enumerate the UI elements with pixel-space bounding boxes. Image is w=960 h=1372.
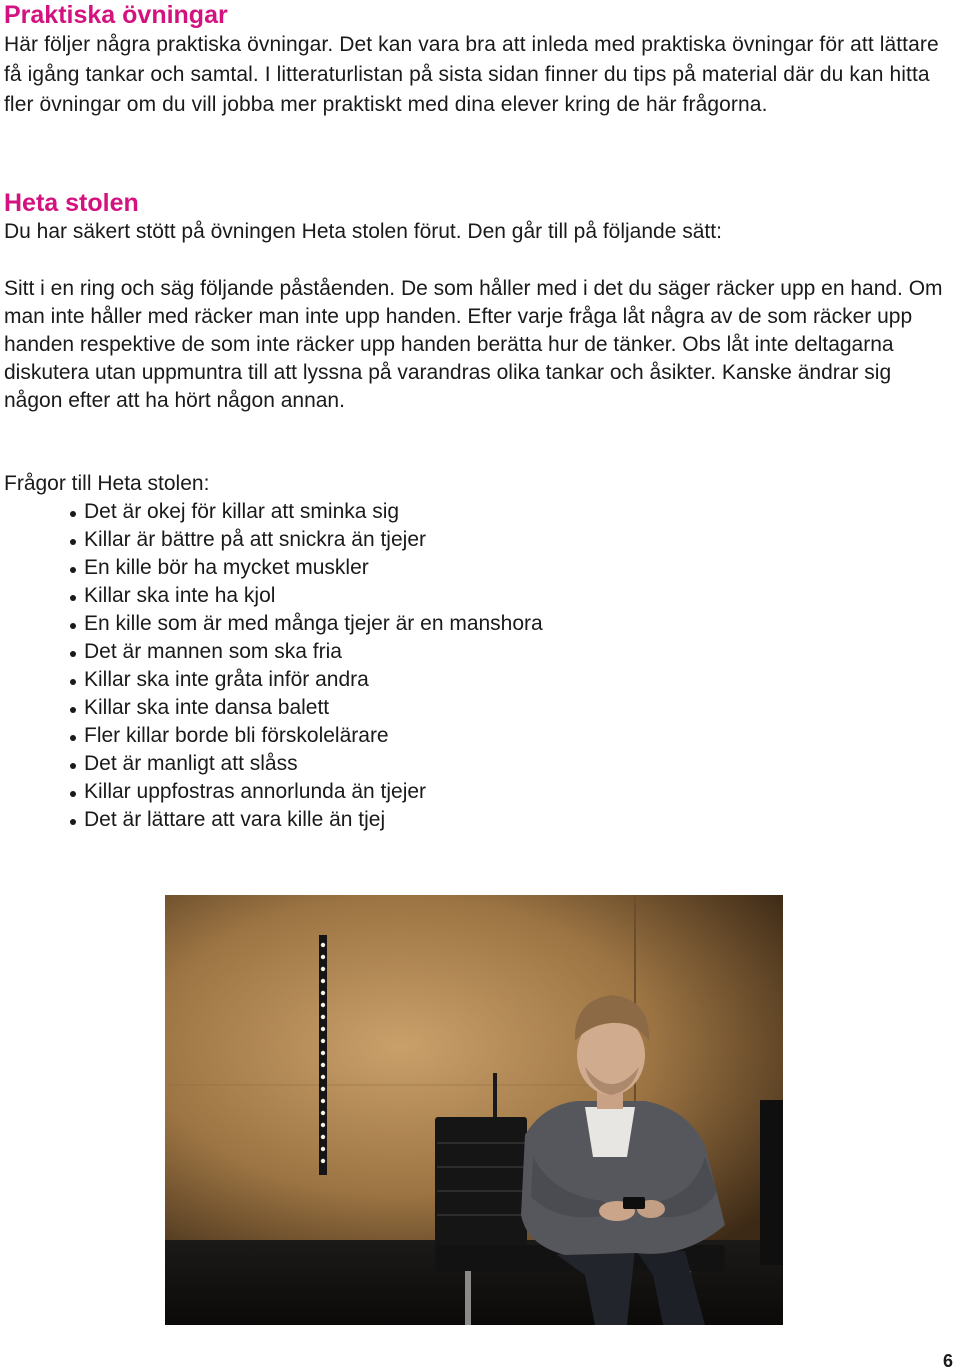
list-item: Killar ska inte gråta inför andra bbox=[68, 666, 543, 694]
list-item: Killar ska inte dansa balett bbox=[68, 694, 543, 722]
list-item: Killar ska inte ha kjol bbox=[68, 582, 543, 610]
questions-list bbox=[68, 498, 543, 834]
list-item: En kille som är med många tjejer är en manshora bbox=[68, 610, 543, 638]
list-item: Killar är bättre på att snickra än tjejer bbox=[68, 526, 543, 554]
list-item: Det är lättare att vara kille än tjej bbox=[68, 806, 543, 834]
instructions-paragraph: Sitt i en ring och säg följande påståenden. De som håller med i det du säger räcker upp en hand. Om man inte håller med räcker man inte upp handen. Efter varje fråga låt några av de som räcker upp handen respektive de som inte räcker upp handen berätta hur de tänker. Obs låt inte deltagarna diskutera utan uppmuntra till att lyssna på varandras olika tankar och åsikter. Kanske ändrar sig någon efter att ha hört någon annan. bbox=[4, 277, 943, 412]
questions-heading: Frågor till Heta stolen: bbox=[4, 472, 210, 495]
list-item: En kille bör ha mycket muskler bbox=[68, 554, 543, 582]
intro-paragraph: Här följer några praktiska övningar. Det kan vara bra att inleda med praktiska övningar för att lättare få igång tankar och samtal. I litteraturlistan på sista sidan finner du tips på material där du kan hitta fler övningar om du vill jobba mer praktiskt med dina elever kring de här frågorna. bbox=[4, 33, 939, 116]
photo-man-on-chair bbox=[165, 895, 783, 1325]
list-item: Killar uppfostras annorlunda än tjejer bbox=[68, 778, 543, 806]
list-item: Det är manligt att slåss bbox=[68, 750, 543, 778]
lead-paragraph: Du har säkert stött på övningen Heta stolen förut. Den går till på följande sätt: bbox=[4, 220, 722, 243]
page-number: 6 bbox=[943, 1351, 954, 1371]
list-item: Det är okej för killar att sminka sig bbox=[68, 498, 543, 526]
page-heading: Praktiska övningar bbox=[4, 1, 228, 29]
list-item: Fler killar borde bli förskolelärare bbox=[68, 722, 543, 750]
section-heading: Heta stolen bbox=[4, 189, 139, 217]
list-item: Det är mannen som ska fria bbox=[68, 638, 543, 666]
